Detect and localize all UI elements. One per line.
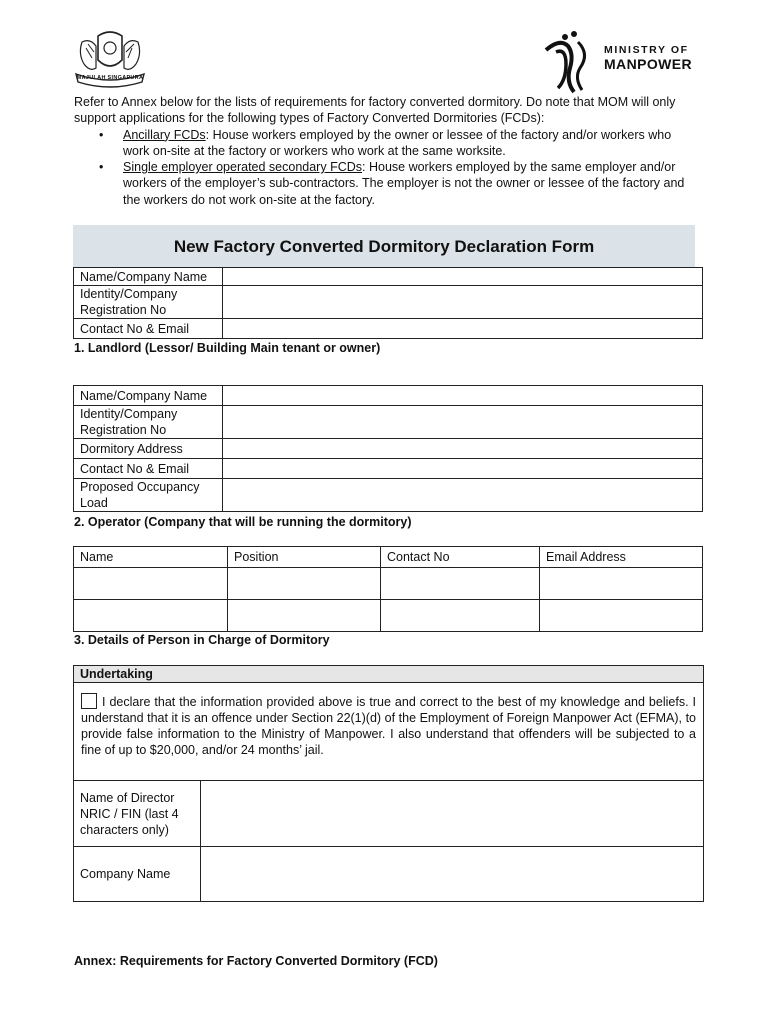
form-title-banner [73, 225, 695, 267]
table-row [74, 568, 703, 600]
operator-name-field[interactable] [223, 386, 703, 406]
row-label: Contact No & Email [74, 319, 223, 339]
declaration-cell [74, 683, 704, 781]
row-label: Contact No & Email [74, 459, 223, 479]
operator-id-field[interactable] [223, 406, 703, 439]
pic-position-field[interactable] [228, 600, 381, 632]
column-header: Position [228, 547, 381, 568]
occupancy-load-field[interactable] [223, 479, 703, 512]
pic-email-field[interactable] [540, 568, 703, 600]
pic-name-field[interactable] [74, 600, 228, 632]
company-name-label: Company Name [74, 847, 201, 902]
person-in-charge-table [73, 546, 703, 632]
section3-heading: 3. Details of Person in Charge of Dormitory [74, 633, 330, 647]
ministry-logo [544, 28, 694, 94]
crest-motto: MAJULAH SINGAPURA [76, 75, 144, 81]
bullet-text: : House workers employed by the same employer and/or workers of the employer’s sub-contractors. The employer is not the owner or lessee of the factory and the workers do not work on-site at the factory. [123, 160, 685, 207]
landlord-id-field[interactable] [223, 286, 703, 319]
pic-name-field[interactable] [74, 568, 228, 600]
bullet-text: : House workers employed by the owner or lessee of the factory and/or workers who work on-site at the factory or workers who work at the same worksite. [123, 127, 672, 158]
intro-text [74, 94, 696, 208]
fcd-types-list [74, 127, 696, 208]
landlord-table [73, 267, 703, 339]
row-label: Name/Company Name [74, 386, 223, 406]
bullet-term: Single employer operated secondary FCDs [123, 160, 363, 175]
pic-email-field[interactable] [540, 600, 703, 632]
section2-heading: 2. Operator (Company that will be running the dormitory) [74, 515, 412, 529]
list-item: • Single employer operated secondary FCDs: House workers employed by the same employer and/or workers of the employer’s sub-contractors. The employer is not the owner or lessee of the factory and the workers do not work on-site at the factory. [99, 160, 685, 207]
declaration-checkbox[interactable] [81, 693, 97, 709]
row-label: Identity/Company Registration No [74, 286, 223, 319]
pic-contact-field[interactable] [381, 568, 540, 600]
column-header: Email Address [540, 547, 703, 568]
column-header: Name [74, 547, 228, 568]
crest-icon [70, 28, 150, 92]
column-header: Contact No [381, 547, 540, 568]
list-item: • Ancillary FCDs: House workers employed by the owner or lessee of the factory and/or workers who work on-site at the factory or workers who work at the same worksite. [99, 127, 672, 158]
director-name-field[interactable] [201, 781, 704, 847]
row-label: Dormitory Address [74, 439, 223, 459]
intro-paragraph: Refer to Annex below for the lists of requirements for factory converted dormitory. Do note that MOM will only support applications for the following types of Factory Converted Dormitories (FCDs): [74, 95, 676, 126]
mom-figure-icon [544, 28, 600, 94]
company-name-field[interactable] [201, 847, 704, 902]
operator-contact-field[interactable] [223, 459, 703, 479]
bullet-term: Ancillary FCDs [123, 127, 206, 142]
operator-table [73, 385, 703, 512]
row-label: Name/Company Name [74, 268, 223, 286]
undertaking-table [73, 665, 704, 902]
row-label: Proposed Occupancy Load [74, 479, 223, 512]
annex-heading: Annex: Requirements for Factory Converted Dormitory (FCD) [74, 954, 438, 968]
pic-contact-field[interactable] [381, 600, 540, 632]
ministry-name-line2: MANPOWER [604, 56, 692, 72]
landlord-name-field[interactable] [223, 268, 703, 286]
pic-position-field[interactable] [228, 568, 381, 600]
dormitory-address-field[interactable] [223, 439, 703, 459]
landlord-contact-field[interactable] [223, 319, 703, 339]
declaration-text: I declare that the information provided above is true and correct to the best of my knowledge and beliefs. I understand that it is an offence under Section 22(1)(d) of the Employment of Foreign Manpower Act (EFMA), to provide false information to the Ministry of Manpower. I also understand that offenders will be subjected to a fine of up to $20,000, and/or 24 months’ jail. [81, 695, 696, 757]
undertaking-title: Undertaking [74, 666, 704, 683]
ministry-name-line1: MINISTRY OF [604, 44, 689, 56]
director-label: Name of Director NRIC / FIN (last 4 characters only) [74, 781, 201, 847]
form-title: New Factory Converted Dormitory Declaration Form [173, 237, 595, 256]
row-label: Identity/Company Registration No [74, 406, 223, 439]
singapore-crest-logo [70, 28, 150, 92]
section1-heading: 1. Landlord (Lessor/ Building Main tenant or owner) [74, 341, 381, 355]
table-row [74, 600, 703, 632]
